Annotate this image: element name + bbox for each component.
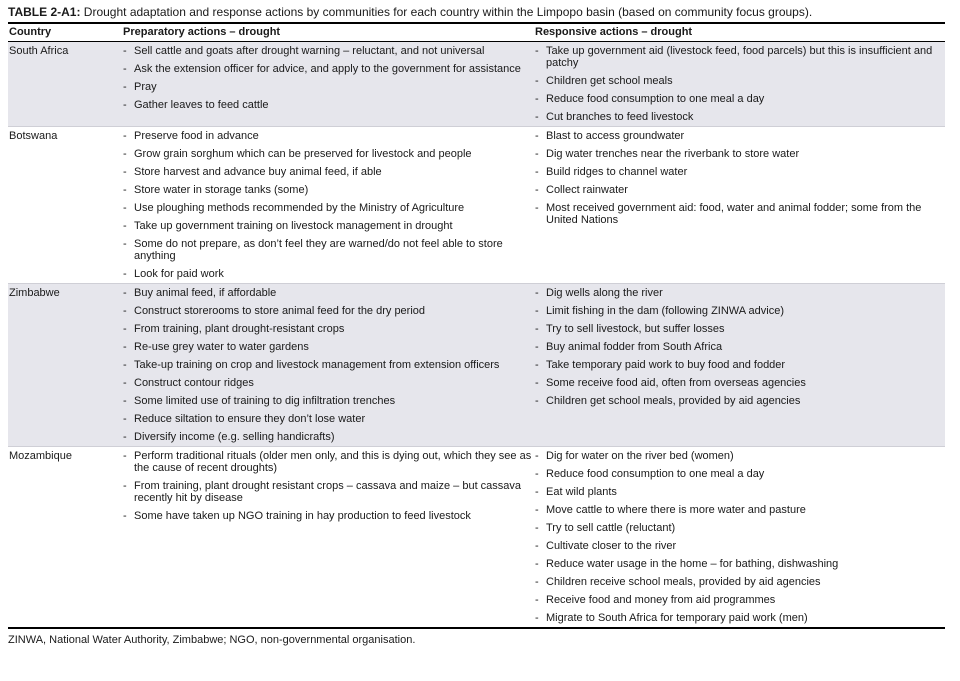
list-item: - Dig for water on the river bed (women): [535, 450, 944, 462]
table-caption: [8, 5, 945, 20]
list-item: - Take-up training on crop and livestock management from extension officers: [123, 359, 533, 371]
list-item: - Take up government training on livestock management in drought: [123, 220, 533, 232]
list-item: - Buy animal fodder from South Africa: [535, 341, 944, 353]
table-row: [8, 42, 945, 127]
list-item: - Ask the extension officer for advice, and apply to the government for assistance: [123, 63, 533, 75]
preparatory-list: [123, 450, 533, 522]
responsive-list: [535, 287, 944, 407]
table-footnote: ZINWA, National Water Authority, Zimbabwe; NGO, non-governmental organisation.: [8, 634, 416, 646]
list-item: - Migrate to South Africa for temporary paid work (men): [535, 612, 944, 624]
list-item: - Preserve food in advance: [123, 130, 533, 142]
list-item: - Store harvest and advance buy animal feed, if able: [123, 166, 533, 178]
list-item: - Use ploughing methods recommended by the Ministry of Agriculture: [123, 202, 533, 214]
list-item: - Limit fishing in the dam (following ZINWA advice): [535, 305, 944, 317]
preparatory-cell: [122, 127, 534, 284]
list-item: - Build ridges to channel water: [535, 166, 944, 178]
caption-text: Drought adaptation and response actions by communities for each country within the Limpopo basin (based on community focus groups).: [80, 5, 813, 19]
list-item: - Dig wells along the river: [535, 287, 944, 299]
list-item: - Construct contour ridges: [123, 377, 533, 389]
header-country: Country: [8, 23, 122, 42]
header-preparatory: Preparatory actions – drought: [122, 23, 534, 42]
responsive-cell: [534, 447, 945, 629]
list-item: - Children get school meals, provided by aid agencies: [535, 395, 944, 407]
list-item: - Pray: [123, 81, 533, 93]
table-body: [8, 42, 945, 629]
list-item: - Re-use grey water to water gardens: [123, 341, 533, 353]
list-item: - Reduce siltation to ensure they don’t lose water: [123, 413, 533, 425]
responsive-cell: [534, 127, 945, 284]
list-item: - Grow grain sorghum which can be preserved for livestock and people: [123, 148, 533, 160]
list-item: - Perform traditional rituals (older men only, and this is dying out, which they see as the cause of recent droughts): [123, 450, 533, 474]
list-item: - Buy animal feed, if affordable: [123, 287, 533, 299]
header-row: [8, 23, 945, 42]
list-item: - Take temporary paid work to buy food and fodder: [535, 359, 944, 371]
country-cell: Zimbabwe: [8, 284, 122, 447]
country-cell: Mozambique: [9, 450, 72, 462]
list-item: - Most received government aid: food, water and animal fodder; some from the United Nations: [535, 202, 944, 226]
list-item: - Receive food and money from aid programmes: [535, 594, 944, 606]
list-item: - Construct storerooms to store animal feed for the dry period: [123, 305, 533, 317]
list-item: - Cultivate closer to the river: [535, 540, 944, 552]
country-cell: Botswana: [9, 130, 58, 142]
list-item: - From training, plant drought-resistant crops: [123, 323, 533, 335]
responsive-cell: [534, 42, 945, 127]
drought-actions-table: [8, 22, 945, 629]
list-item: - Eat wild plants: [535, 486, 944, 498]
list-item: - Move cattle to where there is more water and pasture: [535, 504, 944, 516]
preparatory-cell: [122, 42, 534, 127]
preparatory-list: [123, 45, 533, 111]
list-item: - Reduce food consumption to one meal a day: [535, 93, 944, 105]
table-row: [8, 447, 945, 629]
preparatory-cell: [122, 447, 534, 629]
responsive-list: [535, 45, 944, 123]
list-item: - Reduce food consumption to one meal a day: [535, 468, 944, 480]
list-item: - Blast to access groundwater: [535, 130, 944, 142]
list-item: - Some have taken up NGO training in hay production to feed livestock: [123, 510, 533, 522]
list-item: - Some limited use of training to dig infiltration trenches: [123, 395, 533, 407]
preparatory-list: [123, 130, 533, 280]
list-item: - Take up government aid (livestock feed, food parcels) but this is insufficient and patchy: [535, 45, 944, 69]
list-item: - Reduce water usage in the home – for bathing, dishwashing: [535, 558, 944, 570]
list-item: - Gather leaves to feed cattle: [123, 99, 533, 111]
list-item: - Store water in storage tanks (some): [123, 184, 533, 196]
list-item: - Look for paid work: [123, 268, 533, 280]
list-item: - Cut branches to feed livestock: [535, 111, 944, 123]
caption-label: TABLE 2-A1:: [8, 5, 81, 19]
preparatory-cell: [122, 284, 534, 447]
list-item: - Some do not prepare, as don’t feel they are warned/do not feel able to store anything: [123, 238, 533, 262]
list-item: - From training, plant drought resistant crops – cassava and maize – but cassava recently hit by disease: [123, 480, 533, 504]
header-responsive: Responsive actions – drought: [534, 23, 945, 42]
list-item: - Some receive food aid, often from overseas agencies: [535, 377, 944, 389]
list-item: - Dig water trenches near the riverbank to store water: [535, 148, 944, 160]
responsive-list: [535, 450, 944, 624]
list-item: - Collect rainwater: [535, 184, 944, 196]
table-row: [8, 127, 945, 284]
list-item: - Children get school meals: [535, 75, 944, 87]
responsive-cell: [534, 284, 945, 447]
list-item: - Try to sell cattle (reluctant): [535, 522, 944, 534]
list-item: - Diversify income (e.g. selling handicrafts): [123, 431, 533, 443]
table-container: [8, 5, 945, 647]
list-item: - Children receive school meals, provided by aid agencies: [535, 576, 944, 588]
country-cell: South Africa: [8, 42, 122, 127]
preparatory-list: [123, 287, 533, 443]
table-row: [8, 284, 945, 447]
responsive-list: [535, 130, 944, 226]
list-item: - Try to sell livestock, but suffer losses: [535, 323, 944, 335]
list-item: - Sell cattle and goats after drought warning – reluctant, and not universal: [123, 45, 533, 57]
